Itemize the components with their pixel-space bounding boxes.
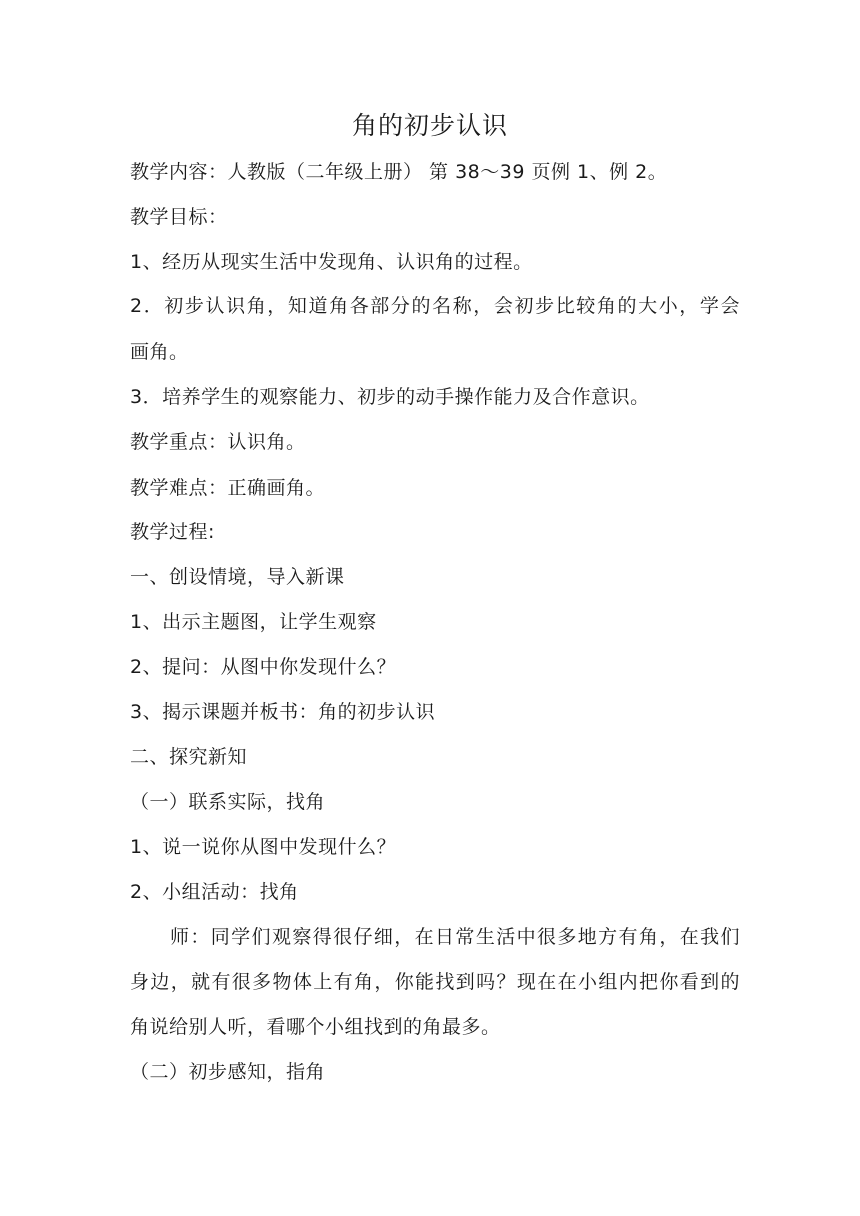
paragraph-line: 3、揭示课题并板书：角的初步认识	[130, 701, 436, 723]
paragraph-line: 1、经历从现实生活中发现角、认识角的过程。	[130, 251, 533, 273]
paragraph-line: 2、小组活动：找角	[130, 881, 299, 903]
paragraph-line: 1、出示主题图，让学生观察	[130, 611, 377, 633]
paragraph-line: 画角。	[130, 341, 189, 363]
paragraph-line: 2、提问：从图中你发现什么？	[130, 656, 397, 678]
paragraph-line: 教学难点：正确画角。	[130, 477, 326, 499]
paragraph-line: 3．培养学生的观察能力、初步的动手操作能力及合作意识。	[130, 386, 650, 408]
paragraph-line: 教学目标：	[130, 206, 228, 228]
paragraph-line: 身边，就有很多物体上有角，你能找到吗？现在在小组内把你看到的	[130, 971, 740, 993]
paragraph-line: 教学过程:	[130, 521, 215, 543]
subsection-heading: （二）初步感知，指角	[130, 1061, 326, 1083]
document-title: 角的初步认识	[351, 111, 508, 140]
paragraph-line: 师：同学们观察得很仔细，在日常生活中很多地方有角，在我们	[170, 926, 740, 948]
section-heading: 一、创设情境，导入新课	[130, 566, 345, 588]
paragraph-line: 角说给别人听，看哪个小组找到的角最多。	[130, 1016, 501, 1038]
paragraph-line: 2．初步认识角，知道角各部分的名称，会初步比较角的大小，学会	[130, 295, 740, 317]
paragraph-line: 教学重点：认识角。	[130, 431, 306, 453]
paragraph-line: 教学内容：人教版（二年级上册） 第 38～39 页例 1、例 2。	[130, 161, 668, 183]
section-heading: 二、探究新知	[130, 746, 248, 768]
subsection-heading: （一）联系实际，找角	[130, 791, 326, 813]
paragraph-line: 1、说一说你从图中发现什么？	[130, 836, 397, 858]
